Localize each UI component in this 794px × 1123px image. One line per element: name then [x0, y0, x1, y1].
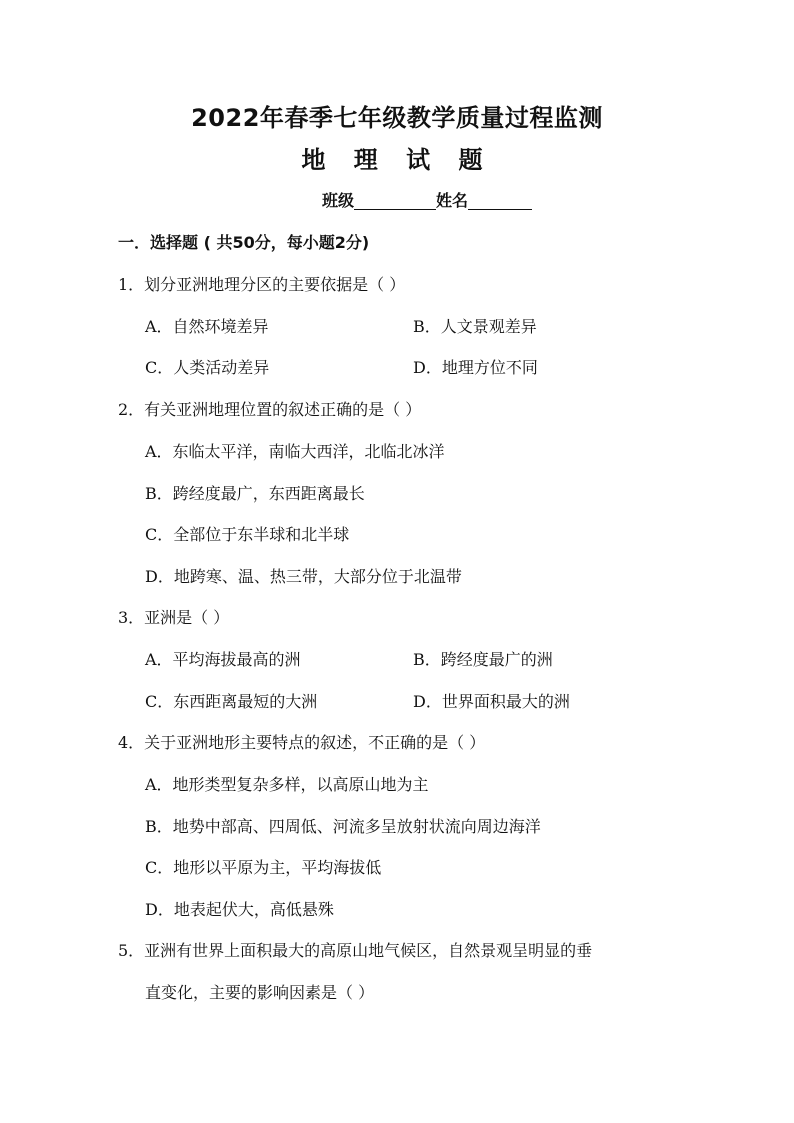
question-4-stem: 4．关于亚洲地形主要特点的叙述，不正确的是（ ）	[118, 733, 486, 752]
question-3-option-a[interactable]: A．平均海拔最高的洲	[145, 650, 301, 669]
question-1-option-c[interactable]: C．人类活动差异	[145, 358, 270, 377]
question-4-option-b[interactable]: B．地势中部高、四周低、河流多呈放射状流向周边海洋	[145, 817, 541, 836]
question-1-option-a[interactable]: A．自然环境差异	[145, 317, 269, 336]
question-2-option-a[interactable]: A．东临太平洋，南临大西洋，北临北冰洋	[145, 442, 445, 461]
question-1-stem: 1．划分亚洲地理分区的主要依据是（ ）	[118, 275, 406, 294]
question-5-stem: 5．亚洲有世界上面积最大的高原山地气候区，自然景观呈明显的垂	[118, 941, 593, 960]
question-2-option-d[interactable]: D．地跨寒、温、热三带，大部分位于北温带	[145, 567, 462, 586]
question-1-option-d[interactable]: D．地理方位不同	[413, 358, 538, 377]
question-2-option-c[interactable]: C．全部位于东半球和北半球	[145, 525, 350, 544]
question-4-option-d[interactable]: D．地表起伏大，高低悬殊	[145, 900, 334, 919]
question-5-stem-continued: 直变化，主要的影响因素是（ ）	[145, 983, 375, 1002]
question-4-option-a[interactable]: A．地形类型复杂多样，以高原山地为主	[145, 775, 429, 794]
name-blank[interactable]	[468, 191, 532, 210]
name-label: 姓名	[436, 191, 469, 210]
question-2-option-b[interactable]: B．跨经度最广，东西距离最长	[145, 484, 365, 503]
exam-title: 2022年春季七年级教学质量过程监测	[191, 104, 603, 132]
question-1-option-b[interactable]: B．人文景观差异	[413, 317, 537, 336]
question-3-option-d[interactable]: D．世界面积最大的洲	[413, 692, 570, 711]
class-blank[interactable]	[354, 191, 436, 210]
class-label: 班级	[322, 191, 355, 210]
question-3-option-b[interactable]: B．跨经度最广的洲	[413, 650, 553, 669]
question-3-option-c[interactable]: C．东西距离最短的大洲	[145, 692, 318, 711]
question-2-stem: 2．有关亚洲地理位置的叙述正确的是（ ）	[118, 400, 422, 419]
question-3-stem: 3．亚洲是（ ）	[118, 608, 230, 627]
section-heading: 一．选择题 ( 共50分，每小题2分)	[118, 233, 370, 252]
student-info-line	[322, 188, 532, 214]
question-4-option-c[interactable]: C．地形以平原为主，平均海拔低	[145, 858, 382, 877]
exam-subtitle: 地 理 试 题	[301, 146, 493, 174]
